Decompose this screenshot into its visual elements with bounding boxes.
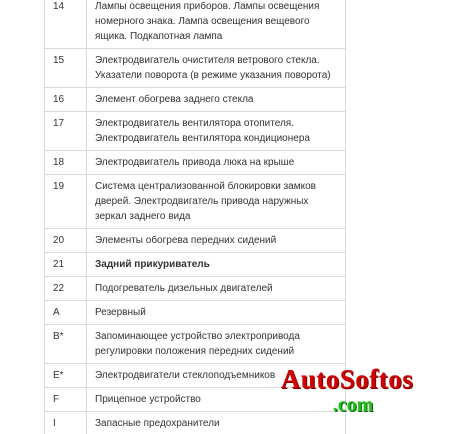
- fuse-description: Элементы обогрева передних сидений: [87, 229, 346, 253]
- fuse-row: [45, 277, 346, 301]
- fuse-description: Подогреватель дизельных двигателей: [87, 277, 346, 301]
- fuse-description: Электродвигатель очистителя ветрового стекла. Указатели поворота (в режиме указания поворота): [87, 49, 346, 88]
- fuse-description: Система централизованной блокировки замков дверей. Электродвигатель привода наружных зеркал заднего вида: [87, 175, 346, 229]
- fuse-row: [45, 175, 346, 229]
- fuse-description: Лампы освещения приборов. Лампы освещения номерного знака. Лампа освещения вещевого ящика. Подкапотная лампа: [87, 0, 346, 49]
- fuse-row: [45, 253, 346, 277]
- fuse-row: [45, 88, 346, 112]
- watermark-line1: AutoSoftos: [280, 364, 414, 394]
- fuse-description: Резервный: [87, 301, 346, 325]
- fuse-description: Элемент обогрева заднего стекла: [87, 88, 346, 112]
- fuse-number: 18: [45, 151, 87, 175]
- fuse-description: Электродвигатели стеклоподъемников: [87, 364, 346, 388]
- fuse-row: [45, 151, 346, 175]
- fuse-number: 15: [45, 49, 87, 88]
- autosoftos-watermark-logo: [242, 366, 450, 418]
- fuse-description: Задний прикуриватель: [87, 253, 346, 277]
- fuse-description: Электродвигатель привода люка на крыше: [87, 151, 346, 175]
- fuse-number: I: [45, 412, 87, 434]
- fuse-row: [45, 325, 346, 364]
- fuse-row: [45, 112, 346, 151]
- fuse-number: 20: [45, 229, 87, 253]
- fuse-number: 16: [45, 88, 87, 112]
- fuse-number: 21: [45, 253, 87, 277]
- fuse-number: E*: [45, 364, 87, 388]
- fuse-description: Прицепное устройство: [87, 388, 346, 412]
- fuse-number: B*: [45, 325, 87, 364]
- fuse-number: A: [45, 301, 87, 325]
- fuse-number: 14: [45, 0, 87, 49]
- fuse-row: [45, 229, 346, 253]
- fuse-row: [45, 0, 346, 49]
- fuse-description: Электродвигатель вентилятора отопителя. Электродвигатель вентилятора кондиционера: [87, 112, 346, 151]
- fuse-description: Запоминающее устройство электропривода регулировки положения передних сидений: [87, 325, 346, 364]
- fuse-row: [45, 301, 346, 325]
- fuse-number: 17: [45, 112, 87, 151]
- watermark-line2: .com: [332, 394, 374, 416]
- fuse-number: 19: [45, 175, 87, 229]
- fuse-number: 22: [45, 277, 87, 301]
- fuse-number: F: [45, 388, 87, 412]
- fuse-row: [45, 49, 346, 88]
- fuse-description: Запасные предохранители: [87, 412, 346, 434]
